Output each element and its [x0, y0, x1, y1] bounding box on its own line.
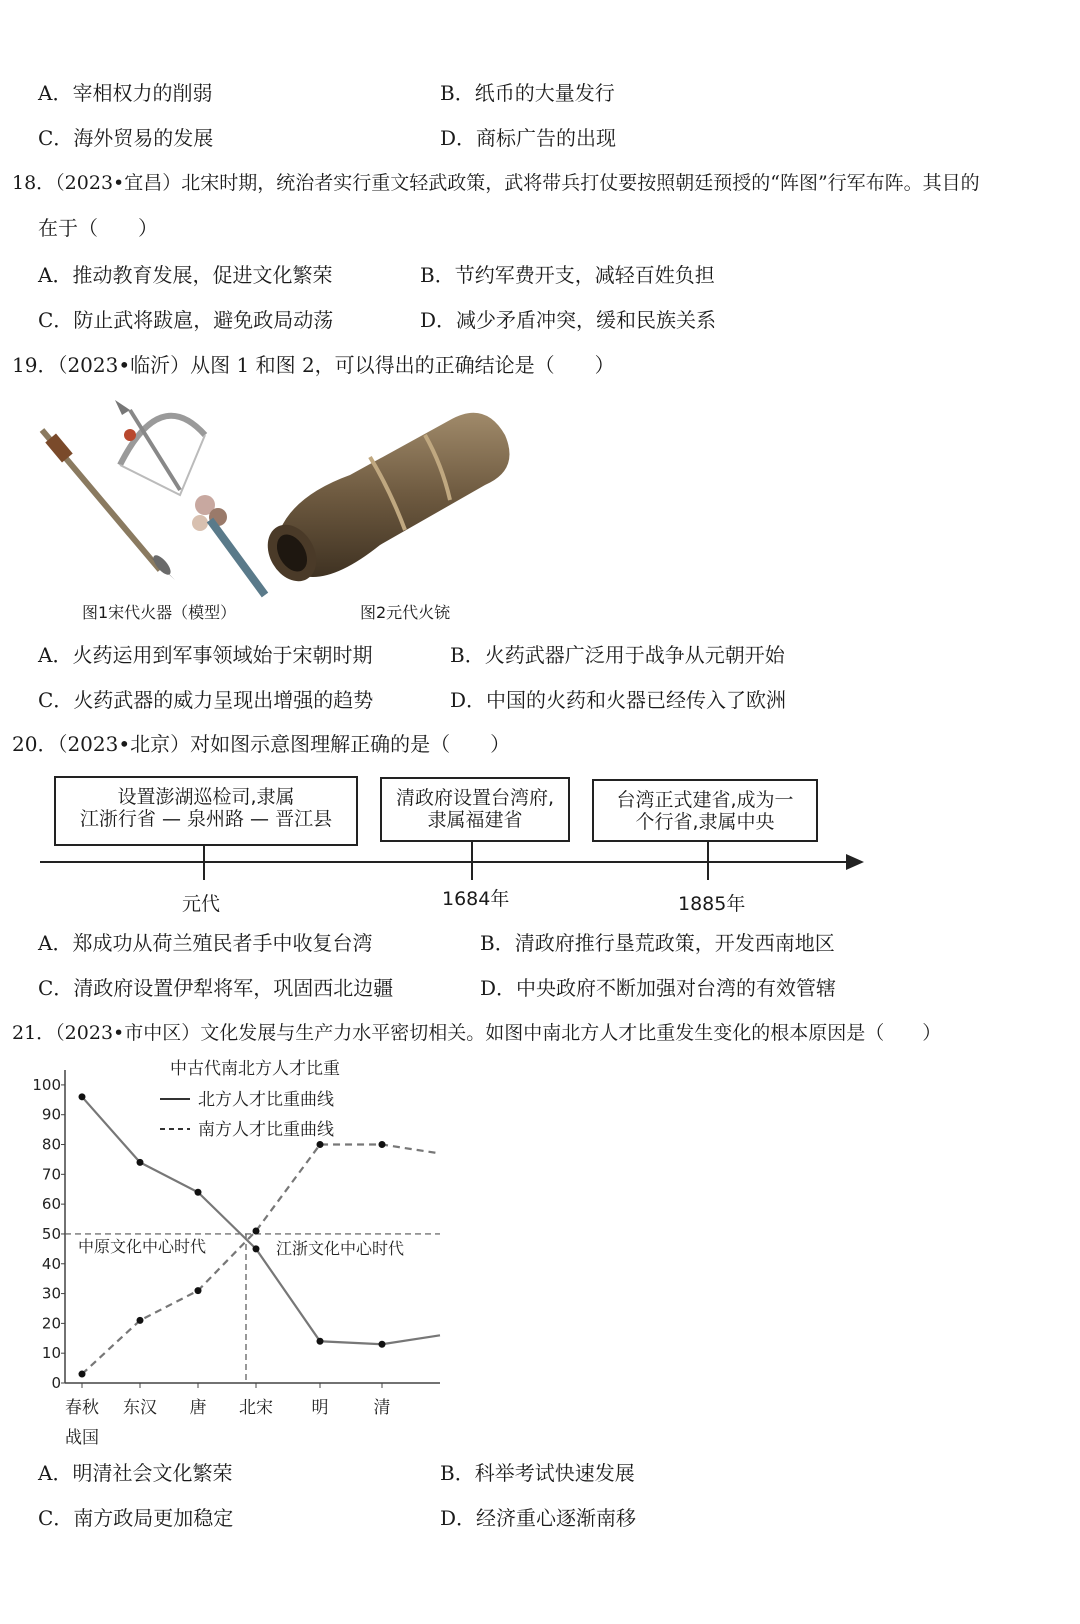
q20-option-c: C．清政府设置伊犁将军，巩固西北边疆 — [38, 976, 394, 1000]
data-point-north — [195, 1189, 202, 1196]
x-tick-label: 清 — [373, 1398, 391, 1418]
chart-title: 中古代南北方人才比重 — [170, 1059, 340, 1079]
q20-option-d: D．中央政府不断加强对台湾的有效管辖 — [480, 976, 837, 1000]
annotation-central-plains: 中原文化中心时代 — [78, 1236, 207, 1256]
data-point-north — [317, 1338, 324, 1345]
y-tick-label: 20 — [41, 1314, 61, 1333]
y-tick-label: 10 — [41, 1344, 61, 1363]
tick-label-1885: 1885年 — [678, 893, 746, 915]
timeline-box-1684: 清政府设置台湾府, 隶属福建省 — [380, 777, 570, 842]
q18-option-d: D．减少矛盾冲突，缓和民族关系 — [420, 308, 717, 332]
q21-option-d: D．经济重心逐渐南移 — [440, 1506, 637, 1530]
data-point-north — [137, 1159, 144, 1166]
q17-option-b: B．纸币的大量发行 — [440, 81, 615, 105]
q19-option-c: C．火药武器的威力呈现出增强的趋势 — [38, 688, 374, 712]
q20-stem: 20．（2023•北京）对如图示意图理解正确的是（ ） — [12, 732, 511, 756]
data-point-north — [79, 1093, 86, 1100]
y-tick-label: 50 — [41, 1224, 61, 1243]
q19-stem: 19．（2023•临沂）从图 1 和图 2，可以得出的正确结论是（ ） — [12, 353, 615, 377]
y-tick-label: 90 — [41, 1105, 61, 1124]
q18-stem-cont: 在于（ ） — [38, 216, 158, 240]
q17-option-a: A．宰相权力的削弱 — [38, 81, 213, 105]
rocket-bundle-icon — [192, 495, 265, 595]
q18-option-b: B．节约军费开支，减轻百姓负担 — [420, 263, 715, 287]
q21-option-a: A．明清社会文化繁荣 — [38, 1461, 233, 1485]
series-line-south — [82, 1145, 440, 1375]
data-point-south — [379, 1141, 386, 1148]
timeline-box-1885: 台湾正式建省,成为一 个行省,隶属中央 — [592, 779, 818, 842]
tick-label-1684: 1684年 — [442, 888, 510, 910]
q21-stem: 21．（2023•市中区）文化发展与生产力水平密切相关。如图中南北方人才比重发生变化的根本原因是（ ） — [12, 1022, 942, 1044]
crossbow-icon — [115, 400, 205, 495]
legend-label-south: 南方人才比重曲线 — [198, 1120, 334, 1140]
timeline-box-yuan: 设置澎湖巡检司,隶属 江浙行省 — 泉州路 — 晋江县 — [54, 776, 358, 846]
annotation-jiangzhe: 江浙文化中心时代 — [276, 1238, 405, 1258]
x-tick-label: 东汉 — [123, 1398, 157, 1418]
fig1-caption: 图1宋代火器（模型） — [82, 603, 237, 622]
timeline-axis — [0, 840, 880, 890]
hand-cannon-icon — [258, 413, 510, 590]
x-tick-label: 明 — [311, 1398, 329, 1418]
q17-option-d: D．商标广告的出现 — [440, 126, 617, 150]
y-tick-label: 40 — [41, 1254, 61, 1273]
data-point-south — [253, 1227, 260, 1234]
data-point-south — [317, 1141, 324, 1148]
data-point-south — [79, 1371, 86, 1378]
q21-option-c: C．南方政局更加稳定 — [38, 1506, 234, 1530]
y-tick-label: 60 — [41, 1195, 61, 1214]
y-tick-label: 70 — [41, 1165, 61, 1184]
q17-option-c: C．海外贸易的发展 — [38, 126, 214, 150]
q21-option-b: B．科举考试快速发展 — [440, 1461, 635, 1485]
data-point-south — [195, 1287, 202, 1294]
x-tick-label: 北宋 — [239, 1398, 273, 1418]
fig2-caption: 图2元代火铳 — [360, 603, 451, 622]
data-point-north — [379, 1341, 386, 1348]
data-point-north — [253, 1245, 260, 1252]
q19-figure-images — [30, 395, 520, 605]
q19-option-b: B．火药武器广泛用于战争从元朝开始 — [450, 643, 785, 667]
x-tick-label: 战国 — [65, 1428, 99, 1448]
q18-option-a: A．推动教育发展，促进文化繁荣 — [38, 263, 333, 287]
y-tick-label: 30 — [41, 1284, 61, 1303]
tick-label-yuan: 元代 — [182, 893, 221, 915]
y-tick-label: 100 — [32, 1075, 61, 1094]
x-tick-label: 唐 — [189, 1398, 207, 1418]
q20-option-a: A．郑成功从荷兰殖民者手中收复台湾 — [38, 931, 373, 955]
y-tick-label: 80 — [41, 1135, 61, 1154]
legend-label-north: 北方人才比重曲线 — [198, 1090, 334, 1110]
talent-ratio-chart — [0, 1050, 470, 1460]
x-tick-label: 春秋 — [65, 1398, 99, 1418]
data-point-south — [137, 1317, 144, 1324]
q18-stem: 18．（2023•宜昌）北宋时期，统治者实行重文轻武政策，武将带兵打仗要按照朝廷预授的“阵图”行军布阵。其目的 — [12, 172, 980, 194]
y-tick-label: 0 — [51, 1374, 61, 1392]
q18-option-c: C．防止武将跋扈，避免政局动荡 — [38, 308, 334, 332]
q19-option-d: D．中国的火药和火器已经传入了欧洲 — [450, 688, 787, 712]
q19-option-a: A．火药运用到军事领域始于宋朝时期 — [38, 643, 373, 667]
q20-option-b: B．清政府推行垦荒政策，开发西南地区 — [480, 931, 835, 955]
